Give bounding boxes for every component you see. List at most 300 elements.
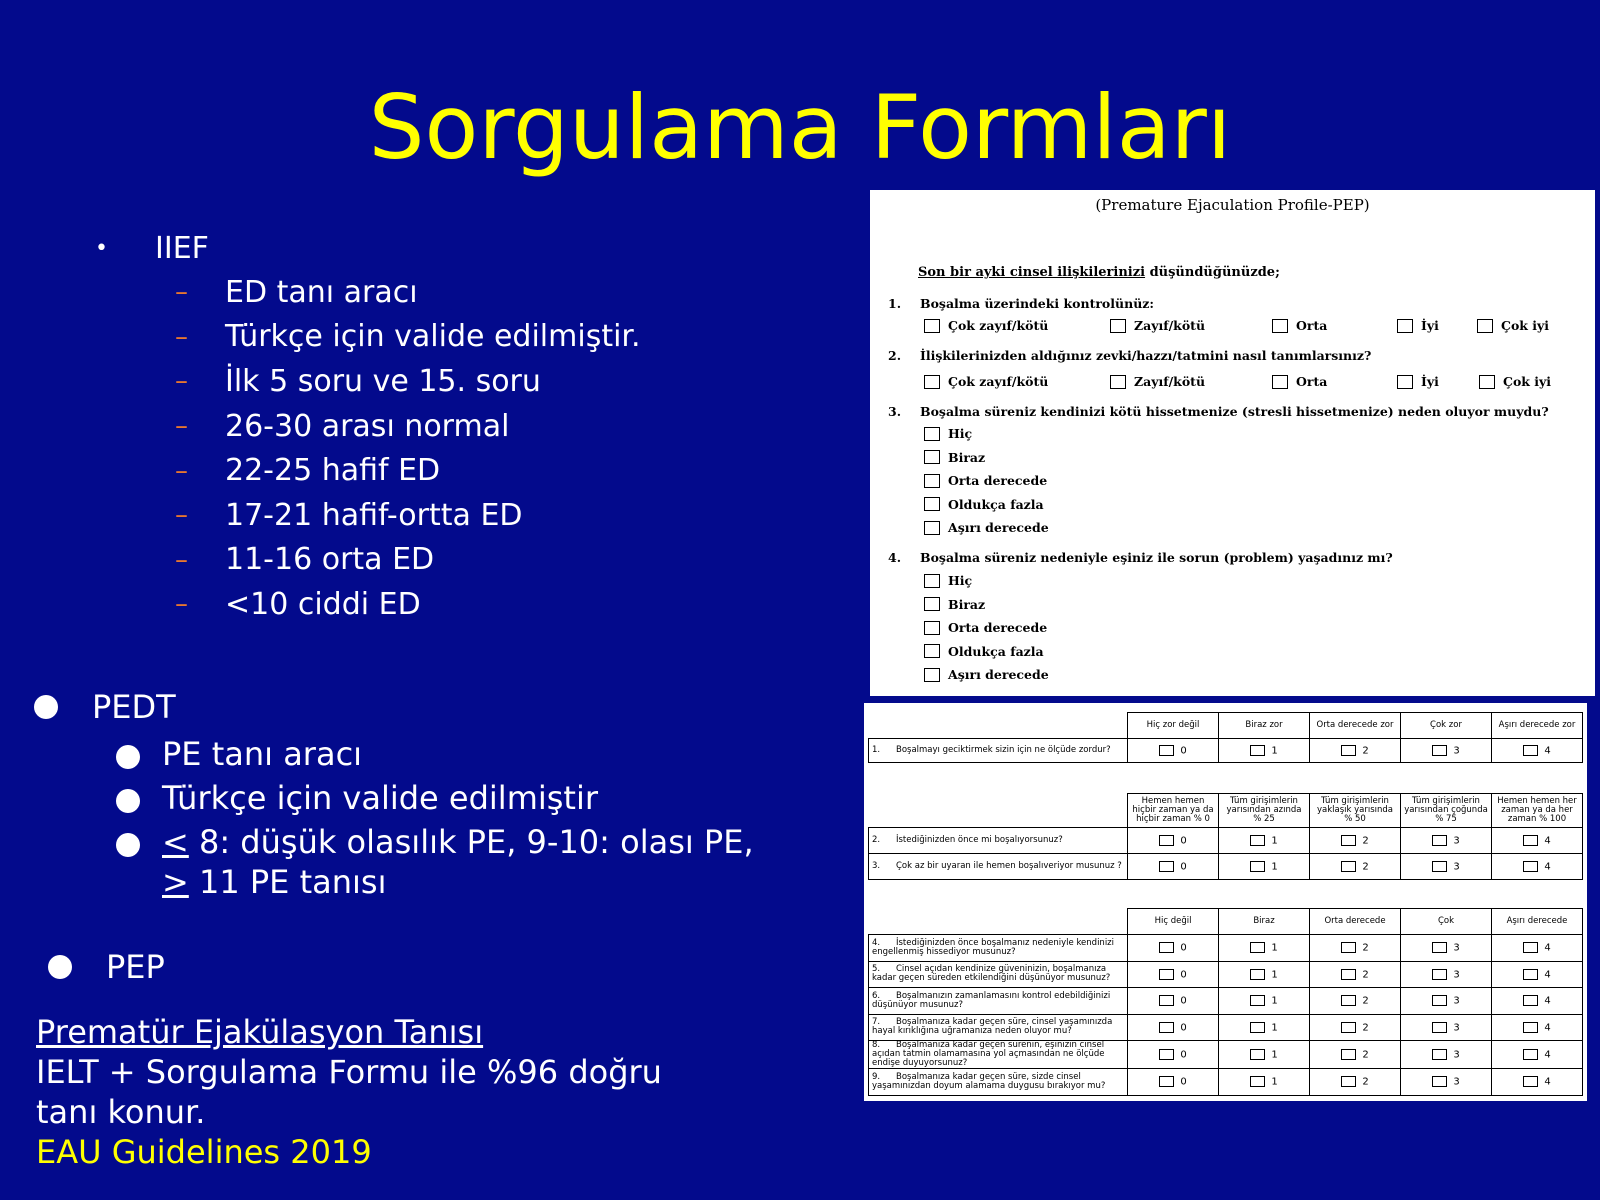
- question-number: 5.: [872, 964, 881, 975]
- option-label: Aşırı derecede: [948, 520, 1049, 536]
- iief-item-text: 26-30 arası normal: [225, 408, 510, 444]
- iief-item-text: 17-21 hafif-ortta ED: [225, 497, 523, 533]
- pep-option[interactable]: [924, 616, 1049, 640]
- score-label: 4: [1544, 835, 1551, 847]
- pep-question: [888, 296, 1154, 311]
- dash-icon: –: [175, 321, 188, 352]
- pedt-score-option[interactable]: [1219, 854, 1310, 880]
- dash-icon: –: [175, 455, 188, 486]
- score-label: 0: [1180, 745, 1187, 757]
- pedt-bullet: [34, 684, 754, 730]
- checkbox-icon[interactable]: [1341, 745, 1356, 756]
- pedt-score-option[interactable]: [1492, 988, 1583, 1015]
- pedt-header-row: [869, 794, 1583, 828]
- checkbox-icon[interactable]: [1159, 745, 1174, 756]
- checkbox-icon[interactable]: [1432, 835, 1447, 846]
- option-label: Orta: [1296, 374, 1328, 389]
- option-label: İyi: [1421, 318, 1439, 333]
- pep-option[interactable]: [924, 446, 1049, 470]
- pep-question: [888, 348, 1371, 363]
- score-label: 3: [1453, 1022, 1460, 1033]
- pedt-score-option[interactable]: [1128, 961, 1219, 988]
- checkbox-icon[interactable]: [1523, 835, 1538, 846]
- pep-option[interactable]: [1110, 374, 1272, 389]
- question-text: Boşalmayı geciktirmek sizin için ne ölçüde zordur?: [896, 745, 1111, 755]
- checkbox-icon[interactable]: [1159, 835, 1174, 846]
- pedt-question-cell: [869, 828, 1128, 854]
- checkbox-icon[interactable]: [1341, 942, 1356, 953]
- lt-sign: <: [162, 823, 189, 861]
- pep-options-list: [924, 422, 1049, 540]
- score-label: 2: [1362, 969, 1369, 980]
- question-text: İstediğinizden önce boşalmanız nedeniyle kendinizi engellenmiş hissediyor musunuz?: [872, 937, 1115, 957]
- iief-item: [95, 315, 641, 360]
- score-label: 0: [1180, 835, 1187, 847]
- pep-option[interactable]: [1479, 374, 1551, 389]
- pedt-score-option[interactable]: [1310, 935, 1401, 962]
- checkbox-icon[interactable]: [924, 319, 940, 333]
- pedt-score-option[interactable]: [1128, 1041, 1219, 1069]
- pedt-column-header: Aşırı derecede zor: [1492, 713, 1583, 739]
- score-label: 1: [1271, 1076, 1278, 1088]
- pedt-header-row: [869, 713, 1583, 739]
- gt-sign: >: [162, 863, 189, 901]
- checkbox-icon[interactable]: [1479, 375, 1495, 389]
- option-label: Orta derecede: [948, 620, 1048, 636]
- pedt-item-text: Türkçe için valide edilmiştir: [162, 779, 599, 817]
- checkbox-icon[interactable]: [1250, 861, 1265, 872]
- pedt-question-row: [869, 854, 1583, 880]
- checkbox-icon[interactable]: [1523, 969, 1538, 980]
- pedt-score-option[interactable]: [1128, 854, 1219, 880]
- question-number: 7.: [872, 1017, 881, 1028]
- checkbox-icon[interactable]: [1341, 1049, 1356, 1060]
- circle-bullet-icon: [116, 833, 140, 857]
- score-label: 0: [1180, 1076, 1187, 1088]
- pedt-score-option[interactable]: [1310, 988, 1401, 1015]
- pep-options-row: [924, 318, 1549, 333]
- pedt-cutoff: [34, 822, 754, 902]
- score-label: 2: [1362, 1076, 1369, 1088]
- question-text: Cinsel açıdan kendinize güveninizin, boşalmanıza kadar geçen süreden etkilendiğini düşünüyor musunuz?: [872, 964, 1111, 984]
- question-number: 4.: [888, 550, 902, 565]
- pedt-score-option[interactable]: [1128, 988, 1219, 1015]
- pedt-score-option[interactable]: [1219, 1014, 1310, 1041]
- score-label: 1: [1271, 995, 1278, 1007]
- pedt-question-cell: [869, 988, 1128, 1015]
- header-blank: [869, 909, 1128, 935]
- checkbox-icon[interactable]: [924, 450, 940, 464]
- score-label: 4: [1544, 969, 1551, 980]
- pedt-column-header: Orta derecede zor: [1310, 713, 1401, 739]
- option-label: İyi: [1421, 374, 1439, 389]
- checkbox-icon[interactable]: [1397, 319, 1413, 333]
- checkbox-icon[interactable]: [1523, 861, 1538, 872]
- checkbox-icon[interactable]: [1432, 1049, 1447, 1060]
- circle-bullet-icon: [116, 789, 140, 813]
- score-label: 3: [1453, 1076, 1460, 1088]
- checkbox-icon[interactable]: [1159, 1049, 1174, 1060]
- checkbox-icon[interactable]: [1250, 1022, 1265, 1033]
- pedt-score-option[interactable]: [1310, 961, 1401, 988]
- score-label: 0: [1180, 861, 1187, 873]
- option-label: Aşırı derecede: [948, 667, 1049, 683]
- header-blank: [869, 794, 1128, 828]
- pedt-score-option[interactable]: [1310, 1041, 1401, 1069]
- checkbox-icon[interactable]: [1432, 745, 1447, 756]
- checkbox-icon[interactable]: [1250, 1049, 1265, 1060]
- pedt-score-option[interactable]: [1401, 854, 1492, 880]
- question-text: İlişkilerinizden aldığınız zevki/hazzı/tatmini nasıl tanımlarsınız?: [920, 348, 1372, 363]
- pep-options-row: [924, 374, 1551, 389]
- score-label: 1: [1271, 969, 1278, 980]
- option-label: Orta: [1296, 318, 1328, 333]
- pedt-column-header: Hemen hemen hiçbir zaman ya da hiçbir zaman % 0: [1128, 794, 1219, 828]
- iief-item: [95, 404, 641, 449]
- checkbox-icon[interactable]: [1159, 995, 1174, 1006]
- question-number: 6.: [872, 990, 881, 1001]
- pedt-question-cell: [869, 854, 1128, 880]
- score-label: 2: [1362, 942, 1369, 954]
- option-label: Çok iyi: [1501, 318, 1550, 333]
- score-label: 4: [1544, 995, 1551, 1007]
- checkbox-icon[interactable]: [1523, 1049, 1538, 1060]
- pep-option[interactable]: [924, 469, 1049, 493]
- checkbox-icon[interactable]: [1432, 1076, 1447, 1087]
- pedt-score-option[interactable]: [1492, 854, 1583, 880]
- dash-icon: –: [175, 589, 188, 620]
- checkbox-icon[interactable]: [924, 474, 940, 488]
- checkbox-icon[interactable]: [1272, 319, 1288, 333]
- iief-item: [95, 582, 641, 627]
- checkbox-icon[interactable]: [1523, 942, 1538, 953]
- score-label: 3: [1453, 1049, 1460, 1061]
- pep-option[interactable]: [924, 318, 1110, 333]
- checkbox-icon[interactable]: [924, 375, 940, 389]
- option-label: Oldukça fazla: [948, 643, 1044, 659]
- pedt-score-option[interactable]: [1310, 854, 1401, 880]
- pep-option[interactable]: [924, 374, 1110, 389]
- pep-label: PEP: [106, 948, 165, 986]
- checkbox-icon[interactable]: [1341, 1022, 1356, 1033]
- checkbox-icon[interactable]: [1341, 861, 1356, 872]
- score-label: 1: [1271, 835, 1278, 847]
- checkbox-icon[interactable]: [1341, 969, 1356, 980]
- pedt-score-option[interactable]: [1492, 961, 1583, 988]
- checkbox-icon[interactable]: [1250, 1076, 1265, 1087]
- score-label: 0: [1180, 1022, 1187, 1033]
- pedt-score-option[interactable]: [1128, 828, 1219, 854]
- pedt-question-row: [869, 961, 1583, 988]
- score-label: 2: [1362, 995, 1369, 1007]
- option-label: Çok iyi: [1503, 374, 1552, 389]
- checkbox-icon[interactable]: [1523, 1022, 1538, 1033]
- pep-bullet: [48, 948, 165, 986]
- pedt-score-option[interactable]: [1401, 1014, 1492, 1041]
- question-number: 2.: [888, 348, 902, 363]
- checkbox-icon[interactable]: [1341, 995, 1356, 1006]
- pedt-score-option[interactable]: [1219, 1069, 1310, 1096]
- pedt-score-option[interactable]: [1219, 961, 1310, 988]
- pedt-question-cell: [869, 1069, 1128, 1096]
- iief-item-text: 22-25 hafif ED: [225, 453, 441, 489]
- pedt-cutoff-text: [162, 822, 754, 902]
- pedt-question-cell: [869, 1014, 1128, 1041]
- pedt-item-text: PE tanı aracı: [162, 735, 363, 773]
- pedt-question-row: [869, 739, 1583, 763]
- pedt-score-option[interactable]: [1401, 828, 1492, 854]
- score-label: 2: [1362, 1049, 1369, 1061]
- checkbox-icon[interactable]: [1250, 942, 1265, 953]
- dash-icon: –: [175, 277, 188, 308]
- checkbox-icon[interactable]: [1523, 1076, 1538, 1087]
- pedt-form-image: [864, 703, 1587, 1101]
- iief-item-text: ED tanı aracı: [225, 274, 418, 310]
- diagnosis-note: [36, 1012, 756, 1172]
- checkbox-icon[interactable]: [1477, 319, 1493, 333]
- pedt-score-option[interactable]: [1219, 935, 1310, 962]
- question-text: İstediğinizden önce mi boşalıyorsunuz?: [896, 835, 1063, 845]
- pep-question: [888, 404, 1549, 419]
- diagnosis-line1: IELT + Sorgulama Formu ile %96 doğru: [36, 1053, 662, 1091]
- circle-bullet-icon: [34, 695, 58, 719]
- checkbox-icon[interactable]: [1159, 942, 1174, 953]
- pedt-score-option[interactable]: [1128, 739, 1219, 763]
- checkbox-icon[interactable]: [1250, 835, 1265, 846]
- checkbox-icon[interactable]: [924, 644, 940, 658]
- iief-label: IIEF: [155, 230, 209, 266]
- score-label: 1: [1271, 942, 1278, 954]
- score-label: 3: [1453, 745, 1460, 757]
- score-label: 4: [1544, 745, 1551, 757]
- checkbox-icon[interactable]: [924, 497, 940, 511]
- cutoff-line2: 11 PE tanısı: [188, 863, 387, 901]
- pedt-label: PEDT: [92, 688, 176, 726]
- pedt-question-cell: [869, 961, 1128, 988]
- checkbox-icon[interactable]: [924, 597, 940, 611]
- slide-title: Sorgulama Formları: [368, 76, 1232, 179]
- score-label: 3: [1453, 942, 1460, 954]
- pedt-score-option[interactable]: [1219, 1041, 1310, 1069]
- checkbox-icon[interactable]: [1432, 942, 1447, 953]
- option-label: Oldukça fazla: [948, 496, 1044, 512]
- score-label: 2: [1362, 835, 1369, 847]
- pep-option[interactable]: [924, 493, 1049, 517]
- pedt-column-header: Hemen hemen her zaman ya da her zaman % 100: [1492, 794, 1583, 828]
- pedt-score-option[interactable]: [1128, 935, 1219, 962]
- score-label: 3: [1453, 861, 1460, 873]
- pedt-score-option[interactable]: [1401, 988, 1492, 1015]
- option-label: Biraz: [948, 449, 986, 465]
- pedt-score-option[interactable]: [1401, 935, 1492, 962]
- checkbox-icon[interactable]: [1432, 1022, 1447, 1033]
- pedt-score-option[interactable]: [1401, 1069, 1492, 1096]
- circle-bullet-icon: [48, 955, 72, 979]
- pedt-score-option[interactable]: [1401, 739, 1492, 763]
- score-label: 2: [1362, 745, 1369, 757]
- pedt-column-header: Orta derecede: [1310, 909, 1401, 935]
- pedt-score-option[interactable]: [1492, 1014, 1583, 1041]
- checkbox-icon[interactable]: [1272, 375, 1288, 389]
- pep-option[interactable]: [924, 516, 1049, 540]
- score-label: 1: [1271, 1022, 1278, 1033]
- score-label: 4: [1544, 1022, 1551, 1033]
- checkbox-icon[interactable]: [1159, 861, 1174, 872]
- diagnosis-heading: Prematür Ejakülasyon Tanısı: [36, 1013, 484, 1051]
- pep-option[interactable]: [1272, 318, 1397, 333]
- pep-options-list: [924, 569, 1049, 687]
- iief-item: [95, 270, 641, 315]
- pep-option[interactable]: [924, 663, 1049, 687]
- pedt-score-option[interactable]: [1401, 1041, 1492, 1069]
- checkbox-icon[interactable]: [924, 574, 940, 588]
- question-text: Boşalmanıza kadar geçen süre, sizde cinsel yaşamınızdan doyum alamama duygusu bırakıyor mu?: [872, 1071, 1106, 1091]
- pedt-column-header: Çok zor: [1401, 713, 1492, 739]
- pedt-score-option[interactable]: [1310, 739, 1401, 763]
- pedt-item: [34, 778, 754, 818]
- pedt-score-option[interactable]: [1310, 828, 1401, 854]
- iief-item-text: Türkçe için valide edilmiştir.: [225, 319, 641, 355]
- score-label: 4: [1544, 1049, 1551, 1061]
- bullet-icon: •: [95, 235, 108, 261]
- pedt-score-option[interactable]: [1492, 1041, 1583, 1069]
- score-label: 1: [1271, 861, 1278, 873]
- dash-icon: –: [175, 411, 188, 442]
- iief-item-text: İlk 5 soru ve 15. soru: [225, 363, 541, 399]
- pep-intro-rest: düşündüğünüzde;: [1145, 265, 1280, 280]
- pedt-question-row: [869, 1014, 1583, 1041]
- question-number: 9.: [872, 1071, 881, 1082]
- score-label: 4: [1544, 861, 1551, 873]
- pep-form-title: (Premature Ejaculation Profile-PEP): [1095, 196, 1370, 214]
- pedt-header-row: [869, 909, 1583, 935]
- pedt-score-option[interactable]: [1219, 988, 1310, 1015]
- dash-icon: –: [175, 544, 188, 575]
- pedt-score-option[interactable]: [1219, 828, 1310, 854]
- checkbox-icon[interactable]: [1110, 375, 1126, 389]
- score-label: 0: [1180, 1049, 1187, 1061]
- cutoff-line1: 8: düşük olasılık PE, 9-10: olası PE,: [188, 823, 754, 861]
- diagnosis-line2: tanı konur.: [36, 1093, 206, 1131]
- score-label: 1: [1271, 1049, 1278, 1061]
- checkbox-icon[interactable]: [924, 668, 940, 682]
- score-label: 2: [1362, 861, 1369, 873]
- iief-item: [95, 359, 641, 404]
- header-blank: [869, 713, 1128, 739]
- checkbox-icon[interactable]: [1250, 745, 1265, 756]
- pep-option[interactable]: [924, 593, 1049, 617]
- pedt-score-option[interactable]: [1219, 739, 1310, 763]
- pep-option[interactable]: [1397, 374, 1479, 389]
- checkbox-icon[interactable]: [1341, 1076, 1356, 1087]
- pep-option[interactable]: [924, 640, 1049, 664]
- checkbox-icon[interactable]: [924, 621, 940, 635]
- checkbox-icon[interactable]: [924, 521, 940, 535]
- checkbox-icon[interactable]: [1523, 995, 1538, 1006]
- pedt-table-2: [868, 793, 1583, 880]
- pep-option[interactable]: [1477, 318, 1549, 333]
- pedt-score-option[interactable]: [1492, 739, 1583, 763]
- pedt-score-option[interactable]: [1128, 1069, 1219, 1096]
- checkbox-icon[interactable]: [1159, 969, 1174, 980]
- pedt-score-option[interactable]: [1310, 1069, 1401, 1096]
- checkbox-icon[interactable]: [1159, 1076, 1174, 1087]
- score-label: 0: [1180, 969, 1187, 980]
- pep-option[interactable]: [1397, 318, 1477, 333]
- pedt-table-3: [868, 908, 1583, 1096]
- checkbox-icon[interactable]: [1250, 995, 1265, 1006]
- pep-form-intro: [918, 265, 1280, 280]
- pedt-question-cell: [869, 935, 1128, 962]
- pedt-question-row: [869, 988, 1583, 1015]
- option-label: Hiç: [948, 426, 973, 442]
- pedt-column-header: Tüm girişimlerin yarısından çoğunda % 75: [1401, 794, 1492, 828]
- question-text: Boşalma üzerindeki kontrolünüz:: [920, 296, 1154, 311]
- score-label: 4: [1544, 942, 1551, 954]
- checkbox-icon[interactable]: [1250, 969, 1265, 980]
- pedt-column-header: Biraz: [1219, 909, 1310, 935]
- option-label: Çok zayıf/kötü: [948, 318, 1049, 333]
- pep-option[interactable]: [1110, 318, 1272, 333]
- pep-intro-underlined: Son bir ayki cinsel ilişkilerinizi: [918, 265, 1146, 280]
- pep-option[interactable]: [924, 422, 1049, 446]
- pedt-column-header: Aşırı derecede: [1492, 909, 1583, 935]
- pep-option[interactable]: [924, 569, 1049, 593]
- checkbox-icon[interactable]: [1523, 745, 1538, 756]
- pedt-question-cell: [869, 739, 1128, 763]
- checkbox-icon[interactable]: [1397, 375, 1413, 389]
- question-number: 1.: [888, 296, 902, 311]
- score-label: 1: [1271, 745, 1278, 757]
- pedt-table-1: [868, 712, 1583, 763]
- checkbox-icon[interactable]: [1432, 969, 1447, 980]
- pedt-column-header: Tüm girişimlerin yarısından azında % 25: [1219, 794, 1310, 828]
- checkbox-icon[interactable]: [1159, 1022, 1174, 1033]
- checkbox-icon[interactable]: [1110, 319, 1126, 333]
- checkbox-icon[interactable]: [1432, 995, 1447, 1006]
- question-text: Boşalmanıza kadar geçen sürenin, eşinizin cinsel açıdan tatmin olamamasına yol açmasından ne ölçüde endişe duyuyorsunuz?: [872, 1040, 1105, 1068]
- pedt-score-option[interactable]: [1492, 828, 1583, 854]
- question-text: Çok az bir uyaran ile hemen boşalıveriyor musunuz ?: [896, 861, 1122, 871]
- score-label: 3: [1453, 995, 1460, 1007]
- pedt-score-option[interactable]: [1492, 1069, 1583, 1096]
- pedt-score-option[interactable]: [1401, 961, 1492, 988]
- checkbox-icon[interactable]: [1432, 861, 1447, 872]
- iief-item: [95, 538, 641, 583]
- checkbox-icon[interactable]: [1341, 835, 1356, 846]
- pedt-question-row: [869, 935, 1583, 962]
- score-label: 4: [1544, 1076, 1551, 1088]
- pep-option[interactable]: [1272, 374, 1397, 389]
- question-number: 3.: [872, 861, 881, 871]
- option-label: Zayıf/kötü: [1134, 318, 1206, 333]
- option-label: Çok zayıf/kötü: [948, 374, 1049, 389]
- source-citation: EAU Guidelines 2019: [36, 1133, 372, 1171]
- pedt-section: [34, 684, 754, 902]
- score-label: 2: [1362, 1022, 1369, 1033]
- question-number: 1.: [872, 745, 881, 755]
- score-label: 3: [1453, 835, 1460, 847]
- pedt-score-option[interactable]: [1128, 1014, 1219, 1041]
- pedt-score-option[interactable]: [1492, 935, 1583, 962]
- question-text: Boşalma süreniz nedeniyle eşiniz ile sorun (problem) yaşadınız mı?: [920, 550, 1393, 565]
- pedt-question-cell: [869, 1041, 1128, 1069]
- pedt-score-option[interactable]: [1310, 1014, 1401, 1041]
- dash-icon: –: [175, 366, 188, 397]
- question-number: 2.: [872, 835, 881, 845]
- pedt-column-header: Biraz zor: [1219, 713, 1310, 739]
- checkbox-icon[interactable]: [924, 427, 940, 441]
